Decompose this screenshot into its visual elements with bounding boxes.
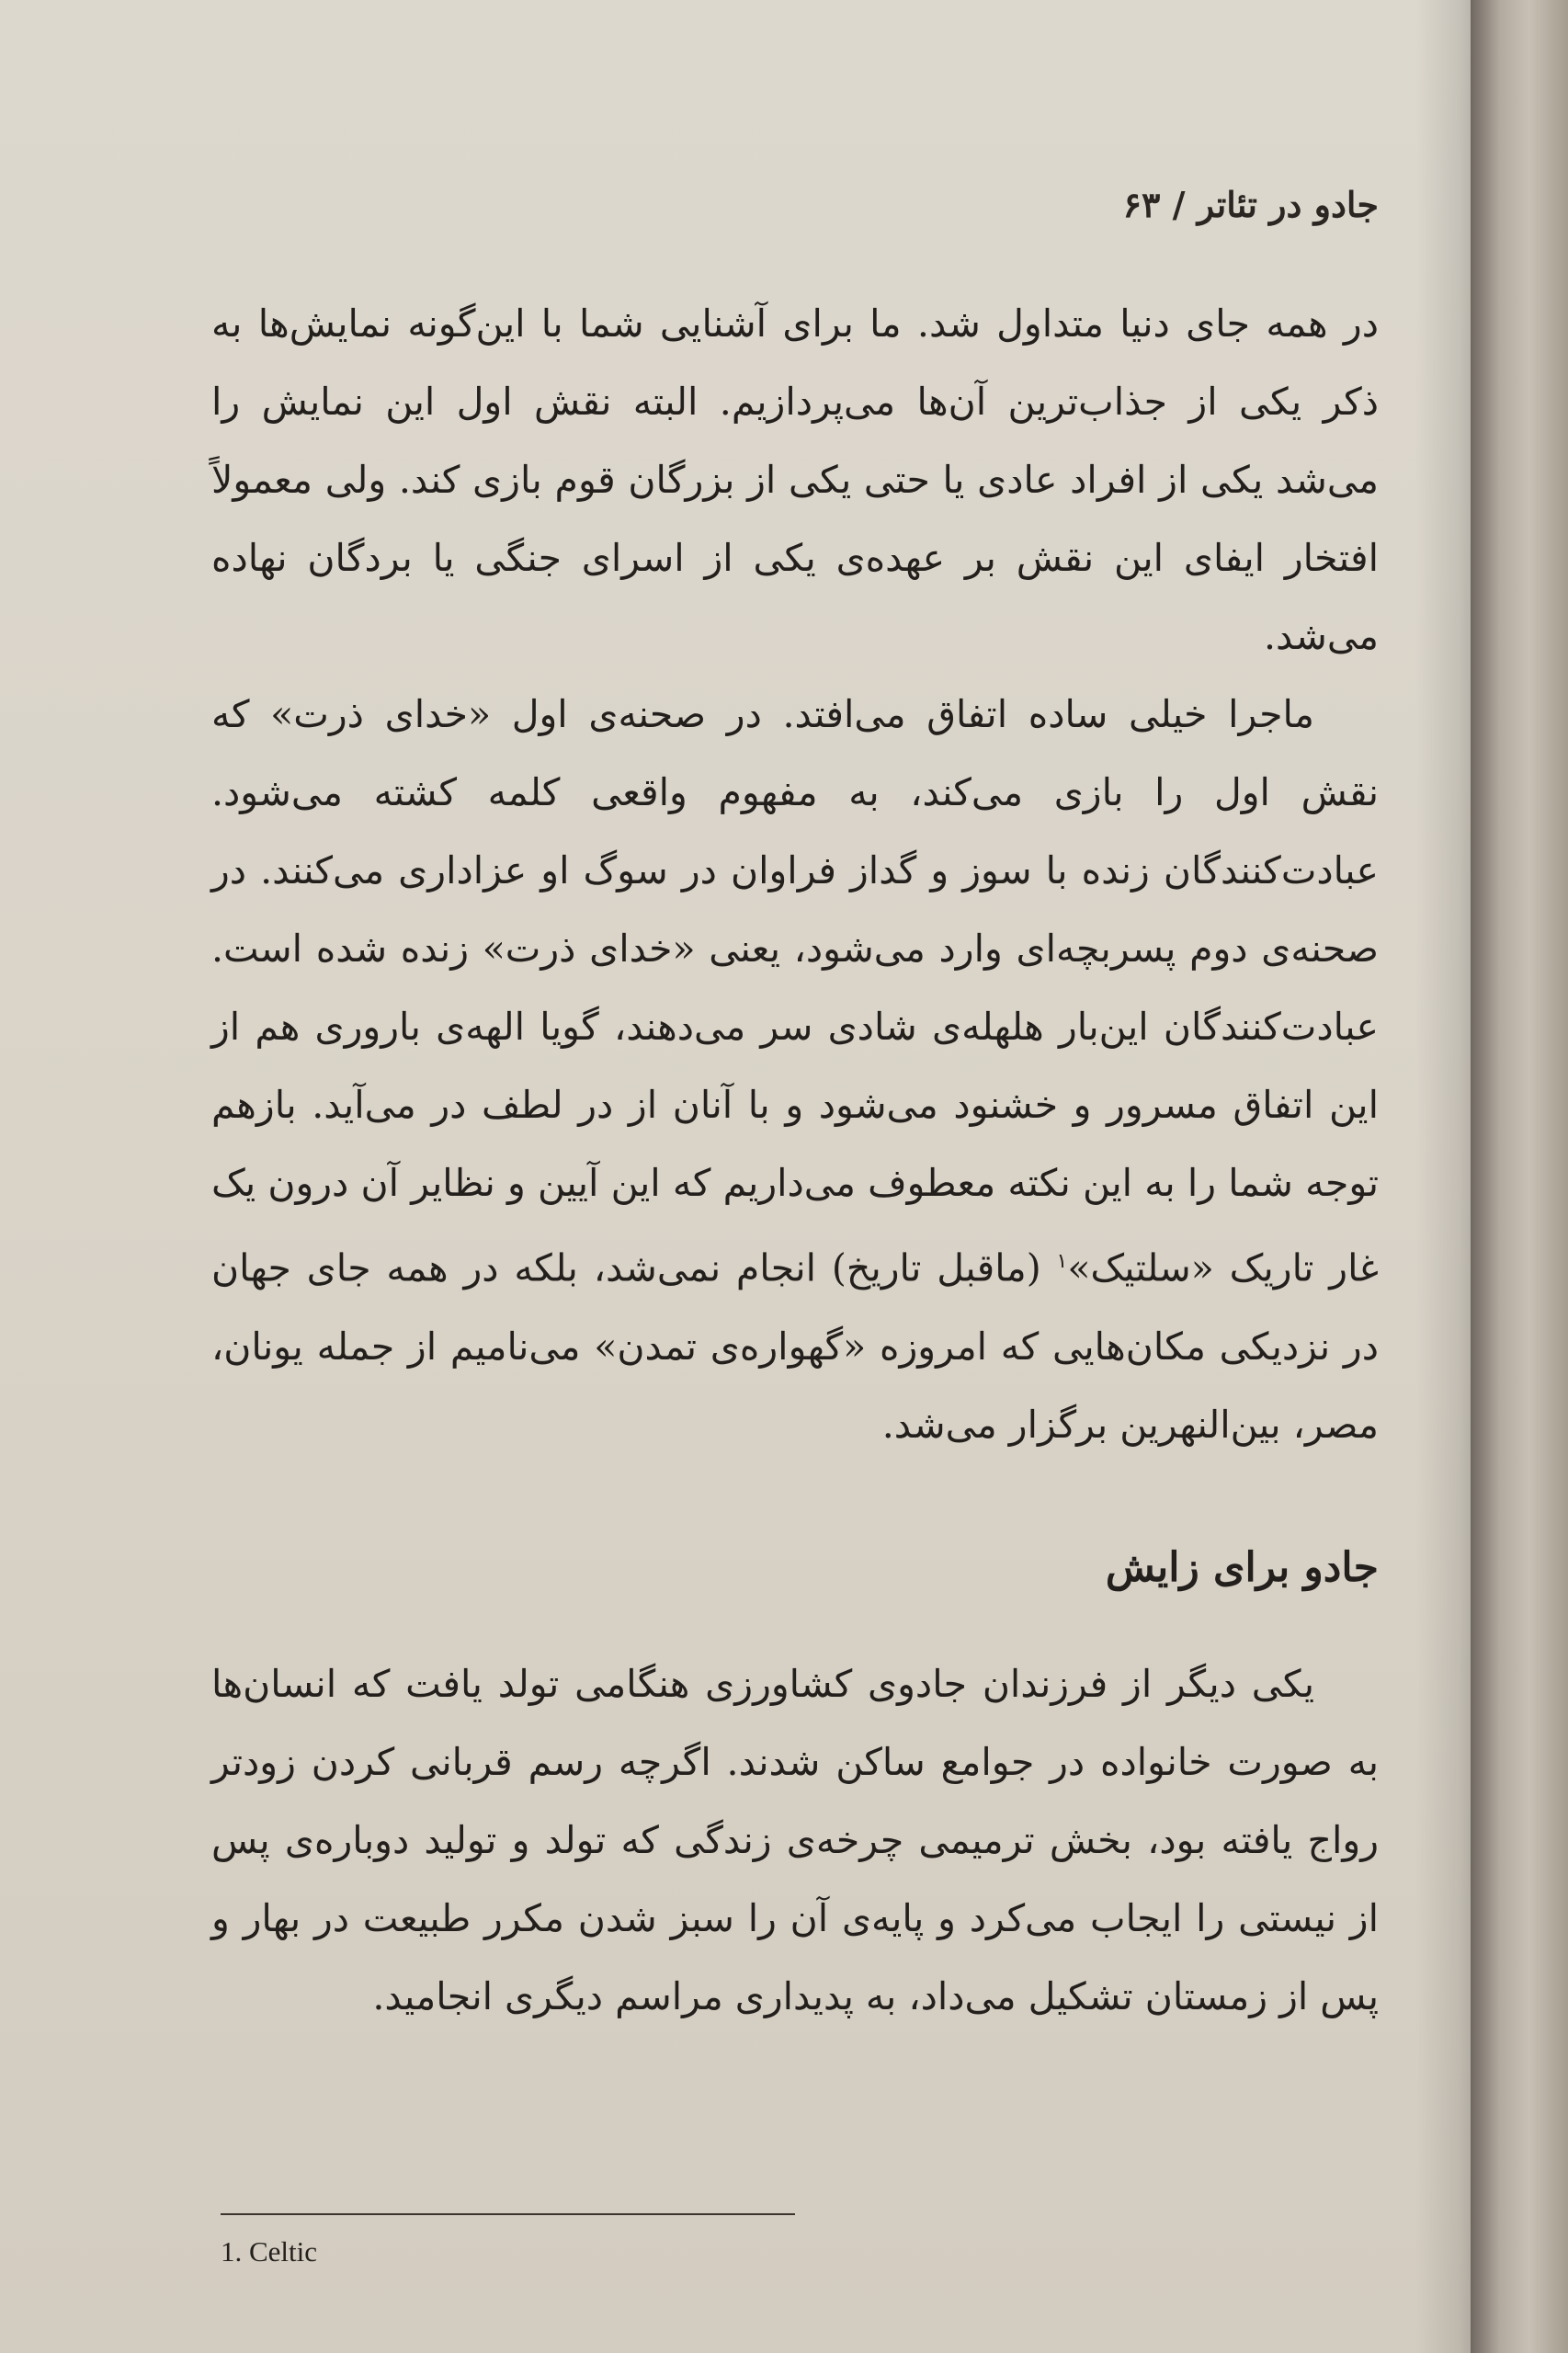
footnote: 1. Celtic [221, 2235, 318, 2268]
main-text [211, 285, 1379, 1464]
section-text [211, 1645, 1379, 2036]
section-paragraph: یکی دیگر از فرزندان جادوی کشاورزی هنگامی تولد یافت که انسان‌ها به صورت خانواده در جوامع ساکن شدند. اگرچه رسم قربانی کردن زودتر رواج یافته بود، بخش ترمیمی چرخه‌ی زندگی که تولد و تولید دوباره‌ی پس از نیستی را ایجاب می‌کرد و پایه‌ی آن را سبز شدن مکرر طبیعت در بهار و پس از زمستان تشکیل می‌داد، به پدیداری مراسم دیگری انجامید. [211, 1662, 1379, 2018]
footnote-divider [221, 2213, 795, 2215]
running-header: جادو در تئاتر / ۶۳ [1122, 184, 1379, 225]
section-heading: جادو برای زایش [1105, 1544, 1379, 1591]
paragraph-2 [211, 676, 1379, 1464]
paragraph-2-part-2: (ماقبل تاریخ) انجام نمی‌شد، بلکه در همه جای جهان در نزدیکی مکان‌هایی که امروزه «گهواره‌ی تمدن» می‌نامیم از جمله یونان، مصر، بین‌النهرین برگزار می‌شد. [211, 1245, 1379, 1447]
paragraph-2-part-1: ماجرا خیلی ساده اتفاق می‌افتد. در صحنه‌ی اول «خدای ذرت» که نقش اول را بازی می‌کند، به مفهوم واقعی کلمه کشته می‌شود. عبادت‌کنندگان زنده با سوز و گداز فراوان در سوگ او عزاداری می‌کنند. در صحنه‌ی دوم پسربچه‌ای وارد می‌شود، یعنی «خدای ذرت» زنده شده است. عبادت‌کنندگان این‌بار هلهله‌ی شادی سر می‌دهند، گویا الهه‌ی باروری هم از این اتفاق مسرور و خشنود می‌شود و با آنان از در لطف در می‌آید. بازهم توجه شما را به این نکته معطوف می‌داریم که این آیین و نظایر آن درون یک غار تاریک «سلتیک» [211, 692, 1379, 1290]
adjacent-page-edge [1471, 0, 1568, 2353]
paragraph-1: در همه جای دنیا متداول شد. ما برای آشنایی شما با این‌گونه نمایش‌ها به ذکر یکی از جذاب‌ترین آن‌ها می‌پردازیم. البته نقش اول این نمایش را می‌شد یکی از افراد عادی یا حتی یکی از بزرگان قوم بازی کند. ولی معمولاً افتخار ایفای این نقش بر عهده‌ی یکی از اسرای جنگی یا بردگان نهاده می‌شد. [211, 301, 1379, 658]
footnote-reference: ۱ [1056, 1250, 1068, 1273]
